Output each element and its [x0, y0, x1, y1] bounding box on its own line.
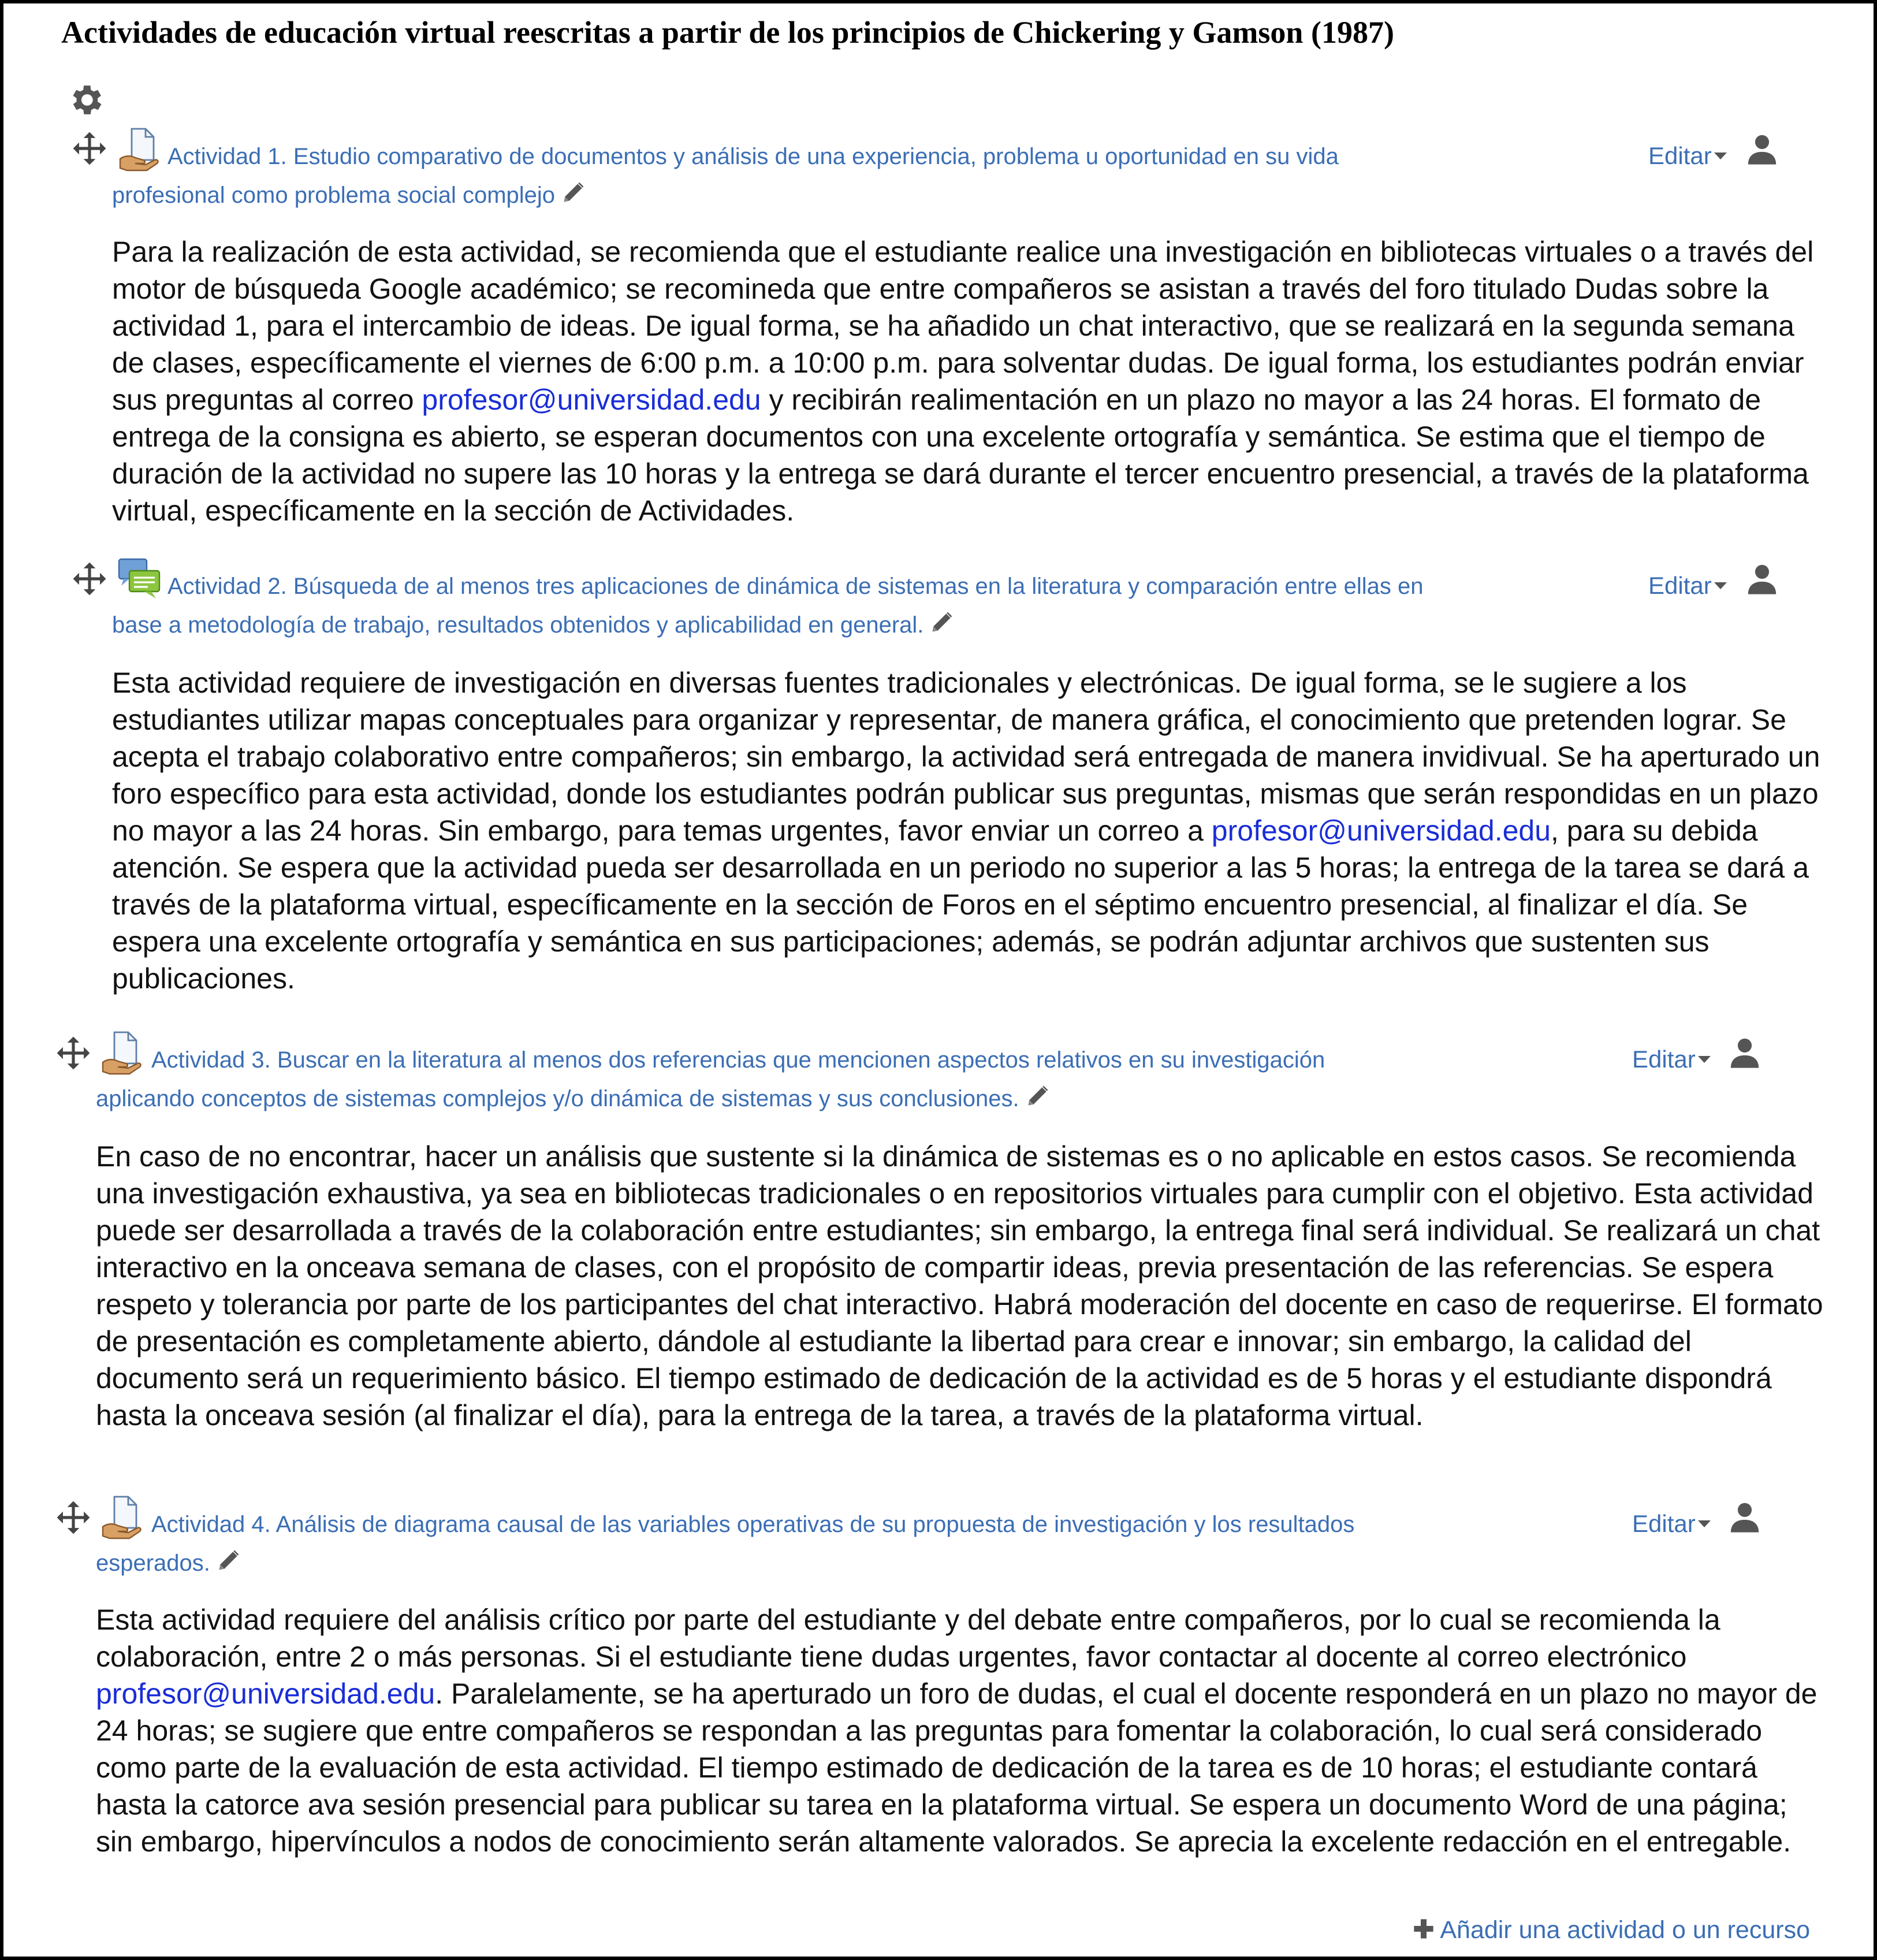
- move-icon[interactable]: [72, 561, 107, 597]
- activity-3-title-text[interactable]: Actividad 3. Buscar en la literatura al menos dos referencias que mencionen aspectos relativos en su investigación aplicando conceptos de sistemas complejos y/o dinámica de sistemas y sus conclusiones.: [96, 1047, 1325, 1111]
- pencil-icon[interactable]: [1025, 1083, 1051, 1109]
- gear-icon[interactable]: [66, 80, 105, 120]
- add-activity-link[interactable]: Añadir una actividad o un recurso: [1412, 1913, 1810, 1947]
- activity-1-edit-menu[interactable]: Editar: [1648, 139, 1727, 173]
- activity-2-title-text[interactable]: Actividad 2. Búsqueda de al menos tres aplicaciones de dinámica de sistemas en la literatura y comparación entre ellas en base a metodología de trabajo, resultados obtenidos y aplicabilidad en general.: [112, 574, 1424, 638]
- email-link[interactable]: profesor@universidad.edu: [1211, 815, 1551, 847]
- activity-3-description: En caso de no encontrar, hacer un análisis que sustente si la dinámica de sistemas es o no aplicable en estos casos. Se recomienda una investigación exhaustiva, ya sea en bibliotecas tradicionales o en repositorios virtuales para cumplir con el objetivo. Esta actividad puede ser desarrollada a través de la colaboración entre estudiantes; sin embargo, la entrega final será individual. Se realizará un chat interactivo en la onceava semana de clases, con el propósito de compartir ideas, previa presentación de las referencias. Se espera respeto y tolerancia por parte de los participantes del chat interactivo. Habrá moderación del docente en caso de requerirse. El formato de presentación es completamente abierto, dándole al estudiante la libertad para crear e innovar; sin embargo, la calidad del documento será un requerimiento básico. El tiempo estimado de dedicación de la actividad es de 5 horas y el estudiante dispondrá hasta la onceava sesión (al finalizar el día), para la entrega de la tarea, a través de la plataforma virtual.: [96, 1140, 1823, 1431]
- chevron-down-icon: [1698, 1056, 1711, 1063]
- plus-icon: [1412, 1917, 1435, 1940]
- activity-2-edit-menu[interactable]: Editar: [1648, 568, 1727, 603]
- activity-1-description: Para la realización de esta actividad, se recomienda que el estudiante realice una investigación en bibliotecas virtuales o a través del motor de búsqueda Google académico; se recomineda que entre compañeros se asistan a través del foro titulado Dudas sobre la actividad 1, para el intercambio de ideas. De igual forma, se ha añadido un chat interactivo, que se realizará en la segunda semana de clases, específicamente el viernes de 6:00 p.m. a 10:00 p.m. para solventar dudas. De igual forma, los estudiantes podrán enviar sus preguntas al correo profesor@universidad.edu y recibirán realimentación en un plazo no mayor a las 24 horas. El formato de entrega de la consigna es abierto, se esperan documentos con una excelente ortografía y semántica. Se estima que el tiempo de duración de la actividad no supere las 10 horas y la entrega se dará durante el tercer encuentro presencial, a través de la plataforma virtual, específicamente en la sección de Actividades.: [112, 236, 1814, 527]
- user-icon[interactable]: [1728, 1500, 1761, 1534]
- user-icon[interactable]: [1745, 132, 1779, 166]
- activity-1-title[interactable]: [112, 137, 1440, 215]
- activity-3-title[interactable]: [96, 1041, 1424, 1118]
- move-icon[interactable]: [72, 131, 107, 166]
- activity-4-title[interactable]: [96, 1505, 1447, 1583]
- move-icon[interactable]: [55, 1500, 91, 1535]
- activity-3-edit-menu[interactable]: Editar: [1632, 1042, 1711, 1077]
- chevron-down-icon: [1714, 582, 1727, 589]
- email-link[interactable]: profesor@universidad.edu: [96, 1678, 435, 1710]
- activity-4-description: Esta actividad requiere del análisis crítico por parte del estudiante y del debate entre compañeros, por lo cual se recomienda la colaboración, entre 2 o más personas. Si el estudiante tiene dudas urgentes, favor contactar al docente al correo electrónico profesor@universidad.edu. Paralelamente, se ha aperturado un foro de dudas, el cual el docente responderá en un plazo no mayor de 24 horas; se sugiere que entre compañeros se respondan a las preguntas para fomentar la colaboración, lo cual será considerado como parte de la evaluación de esta actividad. El tiempo estimado de dedicación de la tarea es de 10 horas; el estudiante contará hasta la catorce ava sesión presencial para publicar su tarea en la plataforma virtual. Se espera un documento Word de una página; sin embargo, hipervínculos a nodos de conocimiento serán altamente valorados. Se aprecia la excelente redacción en el entregable.: [96, 1604, 1818, 1858]
- activity-4-edit-menu[interactable]: Editar: [1632, 1507, 1711, 1541]
- activity-1-title-text[interactable]: Actividad 1. Estudio comparativo de documentos y análisis de una experiencia, problema u oportunidad en su vida profesional como problema social complejo: [112, 144, 1339, 208]
- pencil-icon[interactable]: [561, 180, 586, 205]
- chevron-down-icon: [1698, 1520, 1711, 1527]
- pencil-icon[interactable]: [929, 609, 955, 635]
- user-icon[interactable]: [1745, 561, 1779, 596]
- activity-4-title-text[interactable]: Actividad 4. Análisis de diagrama causal de las variables operativas de su propuesta de investigación y los resultados esperados.: [96, 1512, 1355, 1576]
- move-icon[interactable]: [55, 1035, 91, 1071]
- page-title: Actividades de educación virtual reescritas a partir de los principios de Chickering y Gamson (1987): [61, 15, 1394, 50]
- activity-2-description: Esta actividad requiere de investigación en diversas fuentes tradicionales y electrónicas. De igual forma, se le sugiere a los estudiantes utilizar mapas conceptuales para organizar y representar, de manera gráfica, el conocimiento que pretenden lograr. Se acepta el trabajo colaborativo entre compañeros; sin embargo, la actividad será entregada de manera invidivual. Se ha aperturado un foro específico para esta actividad, donde los estudiantes podrán publicar sus preguntas, mismas que serán respondidas en un plazo no mayor a las 24 horas. Sin embargo, para temas urgentes, favor enviar un correo a profesor@universidad.edu, para su debida atención. Se espera que la actividad pueda ser desarrollada en un periodo no superior a las 5 horas; la entrega de la tarea se dará a través de la plataforma virtual, específicamente en la sección de Foros en el séptimo encuentro presencial, al finalizar el día. Se espera una excelente ortografía y semántica en sus participaciones; además, se podrán adjuntar archivos que sustenten sus publicaciones.: [112, 667, 1820, 995]
- activity-2-title[interactable]: [112, 567, 1440, 645]
- email-link[interactable]: profesor@universidad.edu: [422, 384, 761, 416]
- chevron-down-icon: [1714, 153, 1727, 159]
- pencil-icon[interactable]: [216, 1548, 241, 1573]
- user-icon[interactable]: [1728, 1035, 1761, 1070]
